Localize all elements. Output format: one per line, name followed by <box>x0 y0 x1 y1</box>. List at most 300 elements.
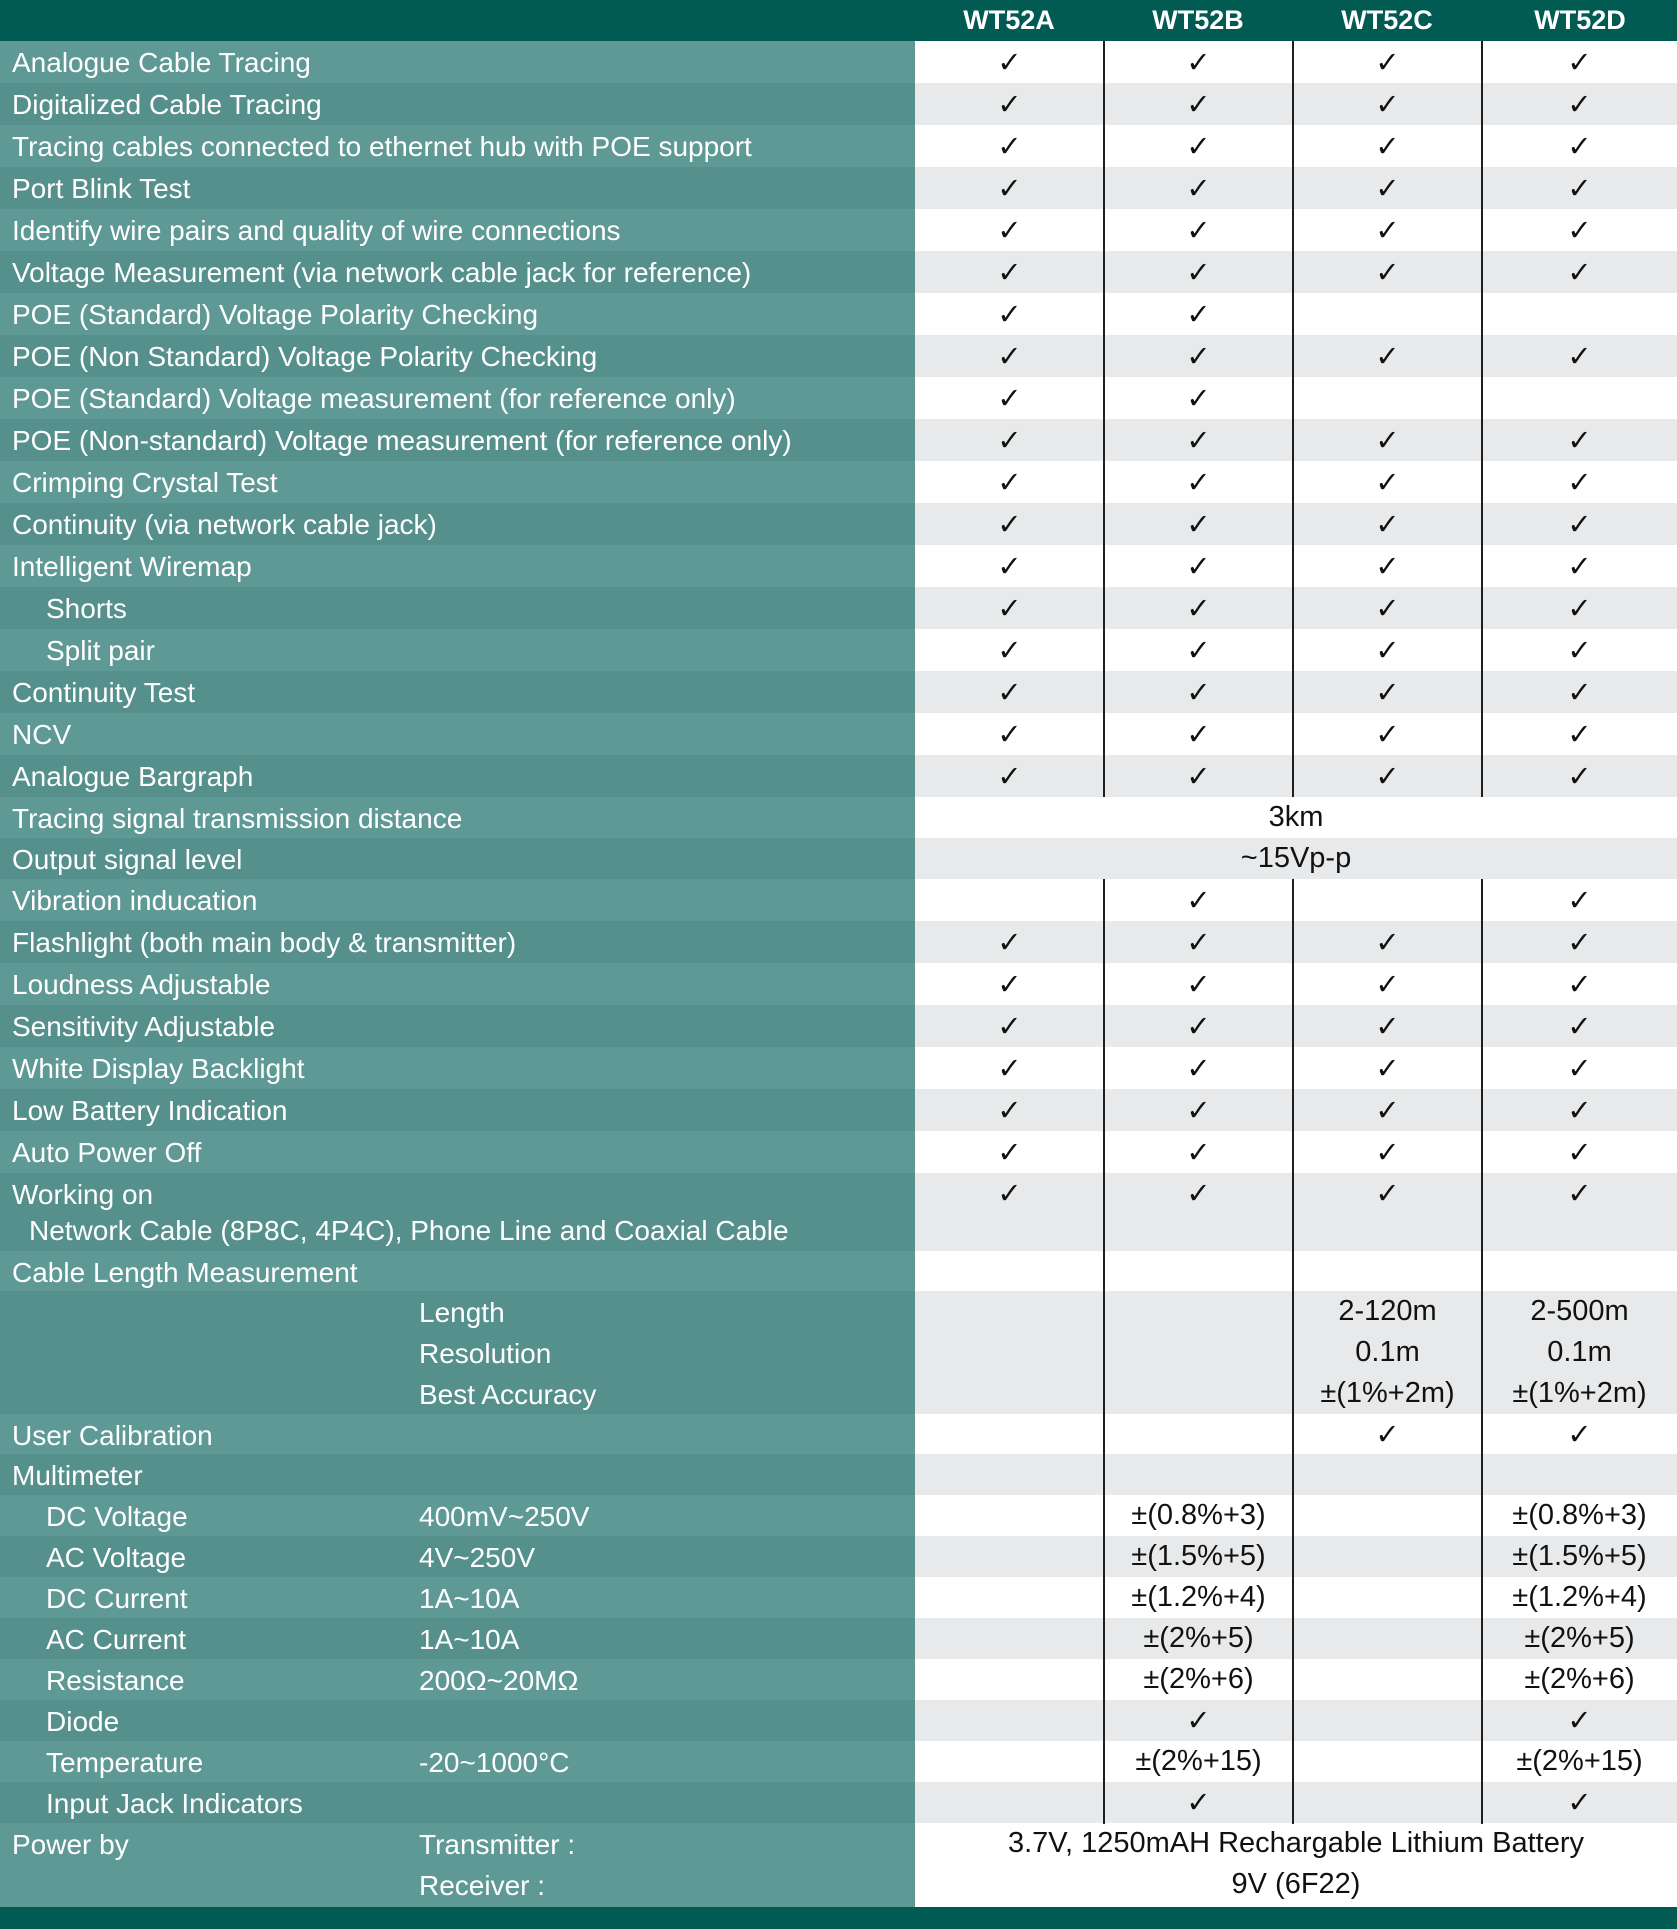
value-cells <box>915 293 1677 335</box>
check-mark-icon: ✓ <box>1186 382 1211 415</box>
check-mark-icon: ✓ <box>997 424 1022 457</box>
value-cells <box>915 879 1677 921</box>
check-mark-icon: ✓ <box>997 214 1022 247</box>
multimeter-subrow <box>0 1782 1677 1823</box>
feature-row <box>0 335 1677 377</box>
feature-label: Vibration inducation <box>12 885 258 916</box>
feature-cell <box>0 209 915 251</box>
working-on-row <box>0 1173 1677 1251</box>
value-cells <box>915 1005 1677 1047</box>
check-mark-icon: ✓ <box>1375 968 1400 1001</box>
feature-row <box>0 293 1677 335</box>
multimeter-subrow <box>0 1536 1677 1577</box>
feature-cell <box>0 1782 915 1823</box>
value-cells <box>915 963 1677 1005</box>
user-calibration-row <box>0 1414 1677 1454</box>
check-mark-icon: ✓ <box>1186 256 1211 289</box>
feature-row <box>0 503 1677 545</box>
value-cells <box>915 1495 1677 1536</box>
feature-cell <box>0 1251 915 1291</box>
value-cell-wt52d: ✓ <box>1567 1705 1592 1737</box>
check-mark-icon: ✓ <box>1375 508 1400 541</box>
check-mark-icon: ✓ <box>1186 88 1211 121</box>
column-divider <box>1481 41 1483 797</box>
feature-row <box>0 629 1677 671</box>
feature-cell <box>0 377 915 419</box>
multimeter-function: AC Voltage <box>46 1542 187 1573</box>
feature-detail: Network Cable (8P8C, 4P4C), Phone Line and Coaxial Cable <box>29 1215 789 1246</box>
value-cell-wt52d: ±(0.8%+3) <box>1512 1499 1647 1531</box>
feature-label: Auto Power Off <box>12 1137 202 1168</box>
multimeter-function: Input Jack Indicators <box>46 1788 303 1819</box>
feature-cell <box>0 335 915 377</box>
check-mark-icon: ✓ <box>1567 508 1592 541</box>
power-source-label: Receiver : <box>419 1870 546 1901</box>
feature-cell <box>0 1618 915 1659</box>
column-divider <box>1292 41 1294 797</box>
header-bar <box>0 0 1677 41</box>
value-cells <box>915 209 1677 251</box>
feature-cell <box>0 1291 915 1414</box>
value-cell-wt52b: ✓ <box>1186 1787 1211 1819</box>
column-header-wt52d: WT52D <box>1534 5 1626 35</box>
check-mark-icon: ✓ <box>1375 1010 1400 1043</box>
feature-cell <box>0 1047 915 1089</box>
feature-label: Flashlight (both main body & transmitter) <box>12 927 517 958</box>
feature-label: Power by <box>12 1829 129 1860</box>
value-cells <box>915 461 1677 503</box>
check-mark-icon: ✓ <box>1375 718 1400 751</box>
value-cell-wt52d: 2-500m <box>1530 1295 1629 1327</box>
check-mark-icon: ✓ <box>1567 884 1592 917</box>
value-cells <box>915 1291 1677 1414</box>
parameter-label: Resolution <box>419 1338 552 1369</box>
feature-label: Voltage Measurement (via network cable jack for reference) <box>12 257 752 288</box>
multimeter-subrow <box>0 1700 1677 1741</box>
value-cells <box>915 377 1677 419</box>
feature-label: Analogue Cable Tracing <box>12 47 311 78</box>
check-mark-icon: ✓ <box>1186 214 1211 247</box>
feature-label: Digitalized Cable Tracing <box>12 89 322 120</box>
parameter-label: Best Accuracy <box>419 1379 597 1410</box>
column-header-wt52b: WT52B <box>1152 5 1244 35</box>
feature-cell <box>0 1659 915 1700</box>
multimeter-function: DC Voltage <box>46 1501 188 1532</box>
check-mark-icon: ✓ <box>1186 1136 1211 1169</box>
feature-label: Sensitivity Adjustable <box>12 1011 276 1042</box>
power-value: 3.7V, 1250mAH Rechargable Lithium Battery <box>1007 1827 1585 1859</box>
check-mark-icon: ✓ <box>997 340 1022 373</box>
check-mark-icon: ✓ <box>1186 46 1211 79</box>
feature-label: White Display Backlight <box>12 1053 305 1084</box>
feature-cell <box>0 1454 915 1495</box>
value-cells <box>915 671 1677 713</box>
measurement-range: 4V~250V <box>419 1542 535 1573</box>
value-cells <box>915 1782 1677 1823</box>
check-mark-icon: ✓ <box>997 760 1022 793</box>
check-mark-icon: ✓ <box>1186 508 1211 541</box>
value-cells <box>915 1131 1677 1173</box>
feature-label: POE (Standard) Voltage Polarity Checking <box>12 299 539 330</box>
check-mark-icon: ✓ <box>1186 298 1211 331</box>
value-cells <box>915 1454 1677 1495</box>
check-mark-icon: ✓ <box>1375 88 1400 121</box>
measurement-range: 1A~10A <box>419 1583 520 1614</box>
check-mark-icon: ✓ <box>1186 130 1211 163</box>
check-mark-icon: ✓ <box>997 1094 1022 1127</box>
feature-cell <box>0 125 915 167</box>
value-cell-wt52d: ±(2%+15) <box>1516 1745 1643 1777</box>
multimeter-function: Temperature <box>46 1747 204 1778</box>
value-cells <box>915 755 1677 797</box>
check-mark-icon: ✓ <box>997 1136 1022 1169</box>
value-cells <box>915 797 1677 838</box>
column-header-wt52a: WT52A <box>963 5 1055 35</box>
check-mark-icon: ✓ <box>997 466 1022 499</box>
column-divider <box>1103 41 1105 797</box>
check-mark-icon: ✓ <box>1567 46 1592 79</box>
feature-cell <box>0 671 915 713</box>
value-cell-wt52d: 0.1m <box>1547 1336 1612 1368</box>
value-cell-wt52d: ±(1%+2m) <box>1512 1377 1647 1409</box>
value-cell-wt52b: ±(2%+15) <box>1135 1745 1262 1777</box>
feature-row <box>0 83 1677 125</box>
check-mark-icon: ✓ <box>1567 88 1592 121</box>
feature-cell <box>0 1741 915 1782</box>
feature-row <box>0 41 1677 83</box>
check-mark-icon: ✓ <box>1375 1418 1400 1451</box>
check-mark-icon: ✓ <box>997 298 1022 331</box>
feature-cell <box>0 1089 915 1131</box>
value-cells <box>915 838 1677 879</box>
check-mark-icon: ✓ <box>1186 760 1211 793</box>
value-cells <box>915 1047 1677 1089</box>
check-mark-icon: ✓ <box>997 718 1022 751</box>
value-cells <box>915 1659 1677 1700</box>
value-cells <box>915 125 1677 167</box>
feature-row <box>0 1047 1677 1089</box>
value-cell-wt52d: ±(2%+5) <box>1524 1622 1635 1654</box>
value-cells <box>915 1741 1677 1782</box>
feature-row <box>0 921 1677 963</box>
shared-value: 3km <box>1268 801 1324 833</box>
multimeter-subrow <box>0 1577 1677 1618</box>
feature-label: Continuity Test <box>12 677 196 708</box>
feature-cell <box>0 41 915 83</box>
feature-label: Analogue Bargraph <box>12 761 254 792</box>
spanning-row <box>0 797 1677 838</box>
check-mark-icon: ✓ <box>997 1052 1022 1085</box>
value-cells <box>915 1251 1677 1291</box>
check-mark-icon: ✓ <box>997 46 1022 79</box>
check-mark-icon: ✓ <box>1375 760 1400 793</box>
feature-label: Port Blink Test <box>12 173 191 204</box>
check-mark-icon: ✓ <box>1375 926 1400 959</box>
value-cell-wt52c: ±(1%+2m) <box>1320 1377 1455 1409</box>
value-cells <box>915 921 1677 963</box>
check-mark-icon: ✓ <box>1375 46 1400 79</box>
check-mark-icon: ✓ <box>1375 172 1400 205</box>
feature-label: Split pair <box>46 635 155 666</box>
feature-cell <box>0 1005 915 1047</box>
feature-row <box>0 251 1677 293</box>
check-mark-icon: ✓ <box>1375 1177 1400 1210</box>
feature-cell <box>0 461 915 503</box>
value-cell-wt52c: 0.1m <box>1355 1336 1420 1368</box>
value-cells <box>915 1173 1677 1251</box>
multimeter-function: Diode <box>46 1706 120 1737</box>
multimeter-subrow <box>0 1659 1677 1700</box>
feature-label: Multimeter <box>12 1460 143 1491</box>
multimeter-function: DC Current <box>46 1583 188 1614</box>
check-mark-icon: ✓ <box>1375 550 1400 583</box>
check-mark-icon: ✓ <box>1375 1136 1400 1169</box>
value-cells <box>915 503 1677 545</box>
feature-label: Working on <box>12 1179 154 1210</box>
check-mark-icon: ✓ <box>997 1177 1022 1210</box>
check-mark-icon: ✓ <box>1186 424 1211 457</box>
feature-label: Tracing cables connected to ethernet hub with POE support <box>12 131 752 162</box>
feature-row <box>0 713 1677 755</box>
check-mark-icon: ✓ <box>1567 130 1592 163</box>
value-cells <box>915 1618 1677 1659</box>
measurement-range: -20~1000°C <box>419 1747 570 1778</box>
power-value: 9V (6F22) <box>1231 1868 1361 1900</box>
feature-row <box>0 671 1677 713</box>
check-mark-icon: ✓ <box>997 968 1022 1001</box>
feature-label: POE (Non Standard) Voltage Polarity Checking <box>12 341 598 372</box>
check-mark-icon: ✓ <box>1567 968 1592 1001</box>
feature-row <box>0 879 1677 921</box>
check-mark-icon: ✓ <box>1375 634 1400 667</box>
feature-row <box>0 209 1677 251</box>
measurement-range: 200Ω~20MΩ <box>419 1665 579 1696</box>
check-mark-icon: ✓ <box>1567 1010 1592 1043</box>
check-mark-icon: ✓ <box>1567 634 1592 667</box>
feature-label: Intelligent Wiremap <box>12 551 252 582</box>
check-mark-icon: ✓ <box>997 550 1022 583</box>
check-mark-icon: ✓ <box>1567 592 1592 625</box>
feature-label: Continuity (via network cable jack) <box>12 509 437 540</box>
check-mark-icon: ✓ <box>1567 1418 1592 1451</box>
value-cells <box>915 41 1677 83</box>
feature-cell <box>0 1700 915 1741</box>
feature-label: Loudness Adjustable <box>12 969 271 1000</box>
feature-label: User Calibration <box>12 1420 213 1451</box>
feature-cell <box>0 167 915 209</box>
check-mark-icon: ✓ <box>1186 1010 1211 1043</box>
feature-label: Shorts <box>46 593 127 624</box>
feature-cell <box>0 419 915 461</box>
feature-cell <box>0 1577 915 1618</box>
feature-cell <box>0 921 915 963</box>
feature-cell <box>0 251 915 293</box>
feature-cell <box>0 503 915 545</box>
value-cell-wt52d: ±(1.5%+5) <box>1512 1540 1647 1572</box>
value-cells <box>915 629 1677 671</box>
feature-row <box>0 587 1677 629</box>
feature-cell <box>0 1536 915 1577</box>
cable-length-params <box>0 1291 1677 1414</box>
feature-cell <box>0 963 915 1005</box>
column-divider <box>1103 879 1105 1824</box>
multimeter-function: Resistance <box>46 1665 185 1696</box>
check-mark-icon: ✓ <box>1375 1094 1400 1127</box>
check-mark-icon: ✓ <box>1375 214 1400 247</box>
column-header-wt52c: WT52C <box>1341 5 1433 35</box>
feature-row <box>0 125 1677 167</box>
value-cells <box>915 251 1677 293</box>
check-mark-icon: ✓ <box>1567 550 1592 583</box>
value-cells <box>915 1414 1677 1454</box>
check-mark-icon: ✓ <box>1567 1094 1592 1127</box>
feature-cell <box>0 1495 915 1536</box>
check-mark-icon: ✓ <box>1186 968 1211 1001</box>
multimeter-subrow <box>0 1495 1677 1536</box>
check-mark-icon: ✓ <box>997 256 1022 289</box>
multimeter-subrow <box>0 1741 1677 1782</box>
check-mark-icon: ✓ <box>1186 884 1211 917</box>
feature-row <box>0 377 1677 419</box>
feature-row <box>0 755 1677 797</box>
check-mark-icon: ✓ <box>997 926 1022 959</box>
feature-cell <box>0 545 915 587</box>
multimeter-subrow <box>0 1618 1677 1659</box>
shared-value: ~15Vp-p <box>1240 842 1352 874</box>
feature-cell <box>0 713 915 755</box>
check-mark-icon: ✓ <box>1186 466 1211 499</box>
value-cells <box>915 1577 1677 1618</box>
value-cell-wt52c: 2-120m <box>1338 1295 1437 1327</box>
feature-cell <box>0 587 915 629</box>
check-mark-icon: ✓ <box>1567 926 1592 959</box>
check-mark-icon: ✓ <box>1567 760 1592 793</box>
spanning-row <box>0 838 1677 879</box>
value-cells <box>915 335 1677 377</box>
cable-length-row <box>0 1251 1677 1291</box>
feature-label: Low Battery Indication <box>12 1095 288 1126</box>
check-mark-icon: ✓ <box>1567 1136 1592 1169</box>
value-cells <box>915 713 1677 755</box>
feature-cell <box>0 293 915 335</box>
feature-row <box>0 1005 1677 1047</box>
check-mark-icon: ✓ <box>1375 676 1400 709</box>
check-mark-icon: ✓ <box>1567 340 1592 373</box>
check-mark-icon: ✓ <box>1375 424 1400 457</box>
check-mark-icon: ✓ <box>997 592 1022 625</box>
footer-bar <box>0 1907 1677 1929</box>
value-cells <box>915 587 1677 629</box>
feature-label: POE (Non-standard) Voltage measurement (for reference only) <box>12 425 792 456</box>
check-mark-icon: ✓ <box>997 382 1022 415</box>
feature-cell <box>0 1173 915 1251</box>
check-mark-icon: ✓ <box>997 634 1022 667</box>
check-mark-icon: ✓ <box>1567 1052 1592 1085</box>
value-cell-wt52d: ±(2%+6) <box>1524 1663 1635 1695</box>
check-mark-icon: ✓ <box>1567 718 1592 751</box>
column-divider <box>1481 879 1483 1824</box>
check-mark-icon: ✓ <box>1567 214 1592 247</box>
check-mark-icon: ✓ <box>1186 1052 1211 1085</box>
check-mark-icon: ✓ <box>1375 592 1400 625</box>
value-cell-wt52b: ±(0.8%+3) <box>1131 1499 1266 1531</box>
feature-label: NCV <box>12 719 72 750</box>
check-mark-icon: ✓ <box>1186 718 1211 751</box>
value-cells <box>915 545 1677 587</box>
check-mark-icon: ✓ <box>1567 676 1592 709</box>
power-source-label: Transmitter : <box>419 1829 576 1860</box>
feature-cell <box>0 879 915 921</box>
multimeter-row <box>0 1454 1677 1495</box>
check-mark-icon: ✓ <box>1186 172 1211 205</box>
check-mark-icon: ✓ <box>997 88 1022 121</box>
check-mark-icon: ✓ <box>997 172 1022 205</box>
feature-cell <box>0 629 915 671</box>
measurement-range: 1A~10A <box>419 1624 520 1655</box>
parameter-label: Length <box>419 1297 505 1328</box>
feature-cell <box>0 1823 915 1907</box>
value-cell-wt52d: ±(1.2%+4) <box>1512 1581 1647 1613</box>
value-cell-wt52b: ±(1.2%+4) <box>1131 1581 1266 1613</box>
feature-cell <box>0 1131 915 1173</box>
feature-label: Cable Length Measurement <box>12 1257 358 1288</box>
feature-row <box>0 461 1677 503</box>
check-mark-icon: ✓ <box>1567 466 1592 499</box>
power-row <box>0 1823 1677 1907</box>
feature-cell <box>0 83 915 125</box>
value-cells <box>915 83 1677 125</box>
feature-row <box>0 419 1677 461</box>
feature-label: Tracing signal transmission distance <box>12 803 463 834</box>
check-mark-icon: ✓ <box>997 1010 1022 1043</box>
check-mark-icon: ✓ <box>1567 424 1592 457</box>
check-mark-icon: ✓ <box>1375 466 1400 499</box>
value-cells <box>915 1700 1677 1741</box>
check-mark-icon: ✓ <box>1186 340 1211 373</box>
value-cell-wt52b: ±(2%+6) <box>1143 1663 1254 1695</box>
feature-cell <box>0 1414 915 1454</box>
feature-label: POE (Standard) Voltage measurement (for reference only) <box>12 383 736 414</box>
feature-row <box>0 545 1677 587</box>
value-cells <box>915 419 1677 461</box>
feature-cell <box>0 755 915 797</box>
value-cell-wt52d: ✓ <box>1567 1787 1592 1819</box>
check-mark-icon: ✓ <box>1186 926 1211 959</box>
check-mark-icon: ✓ <box>1186 634 1211 667</box>
check-mark-icon: ✓ <box>1186 592 1211 625</box>
feature-row <box>0 1089 1677 1131</box>
value-cell-wt52b: ±(2%+5) <box>1143 1622 1254 1654</box>
value-cells <box>915 1823 1677 1907</box>
check-mark-icon: ✓ <box>1186 1094 1211 1127</box>
feature-cell <box>0 797 915 838</box>
feature-label: Identify wire pairs and quality of wire connections <box>12 215 621 246</box>
column-divider <box>1292 879 1294 1824</box>
value-cells <box>915 1089 1677 1131</box>
value-cell-wt52b: ±(1.5%+5) <box>1131 1540 1266 1572</box>
value-cells <box>915 1536 1677 1577</box>
check-mark-icon: ✓ <box>997 676 1022 709</box>
check-mark-icon: ✓ <box>1375 130 1400 163</box>
check-mark-icon: ✓ <box>1567 1177 1592 1210</box>
check-mark-icon: ✓ <box>1186 676 1211 709</box>
check-mark-icon: ✓ <box>1375 256 1400 289</box>
check-mark-icon: ✓ <box>997 508 1022 541</box>
feature-label: Crimping Crystal Test <box>12 467 278 498</box>
check-mark-icon: ✓ <box>1186 1177 1211 1210</box>
feature-label: Output signal level <box>12 844 243 875</box>
check-mark-icon: ✓ <box>1375 1052 1400 1085</box>
